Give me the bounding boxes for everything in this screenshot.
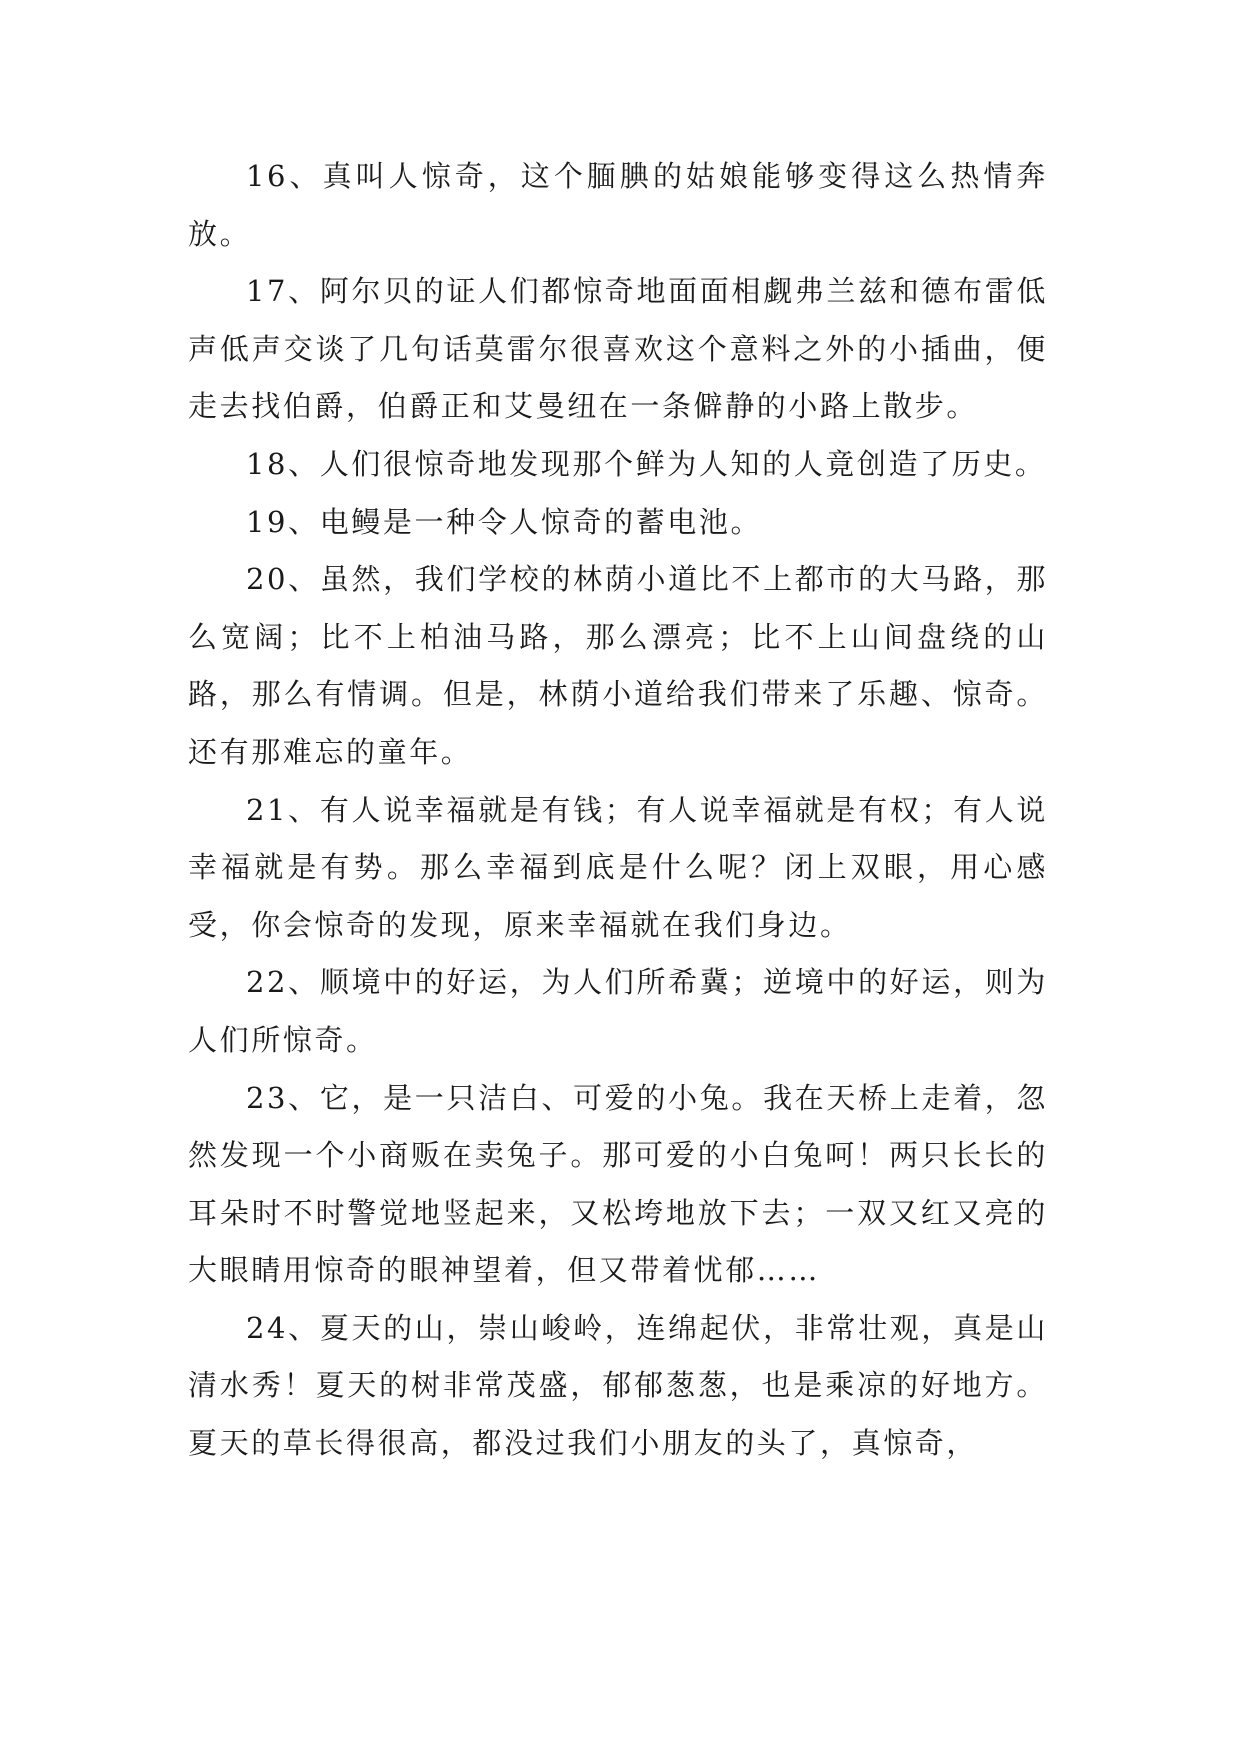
paragraph-20: 20、虽然，我们学校的林荫小道比不上都市的大马路，那么宽阔；比不上柏油马路，那么漂亮；比不上山间盘绕的山路，那么有情调。但是，林荫小道给我们带来了乐趣、惊奇。还有那难忘的童年。 bbox=[188, 562, 1048, 769]
paragraph-22: 22、顺境中的好运，为人们所希冀；逆境中的好运，则为人们所惊奇。 bbox=[188, 965, 1048, 1057]
paragraph-16: 16、真叫人惊奇，这个腼腆的姑娘能够变得这么热情奔放。 bbox=[188, 159, 1048, 251]
paragraph-18: 18、人们很惊奇地发现那个鲜为人知的人竟创造了历史。 bbox=[246, 446, 1047, 481]
paragraph-24: 24、夏天的山，崇山峻岭，连绵起伏，非常壮观，真是山清水秀！夏天的树非常茂盛，郁郁葱葱，也是乘凉的好地方。夏天的草长得很高，都没过我们小朋友的头了，真惊奇， bbox=[188, 1310, 1048, 1461]
document-body bbox=[188, 148, 1048, 1473]
paragraph-23: 23、它，是一只洁白、可爱的小兔。我在天桥上走着，忽然发现一个小商贩在卖兔子。那可爱的小白兔呵！两只长长的耳朵时不时警觉地竖起来，又松垮地放下去；一双又红又亮的大眼睛用惊奇的眼神望着，但又带着忧郁…… bbox=[188, 1080, 1048, 1288]
paragraph-19: 19、电鳗是一种令人惊奇的蓄电池。 bbox=[246, 504, 763, 539]
paragraph-17: 17、阿尔贝的证人们都惊奇地面面相觑弗兰兹和德布雷低声低声交谈了几句话莫雷尔很喜欢这个意料之外的小插曲，便走去找伯爵，伯爵正和艾曼纽在一条僻静的小路上散步。 bbox=[188, 274, 1048, 424]
paragraph-21: 21、有人说幸福就是有钱；有人说幸福就是有权；有人说幸福就是有势。那么幸福到底是什么呢？闭上双眼，用心感受，你会惊奇的发现，原来幸福就在我们身边。 bbox=[188, 792, 1048, 942]
